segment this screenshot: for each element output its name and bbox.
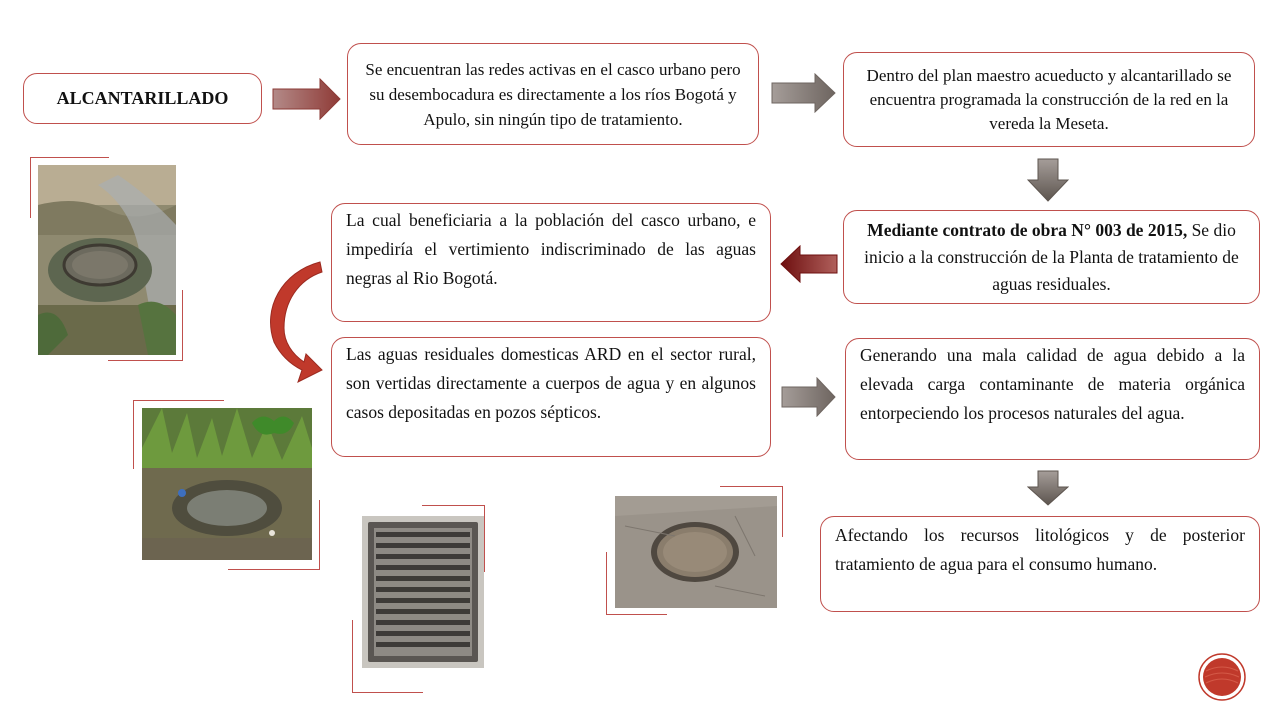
photo-frame-corner — [720, 486, 783, 537]
contrato-rest: Se dio inicio a la construcción de la Planta de tratamiento de aguas residuales. — [864, 219, 1239, 294]
title-label: ALCANTARILLADO — [56, 88, 229, 108]
calidad-text: Generando una mala calidad de agua debido a la elevada carga contaminante de materia orgánica entorpeciendo los procesos naturales del agua. — [860, 345, 1245, 423]
afectando-text: Afectando los recursos litológicos y de posterior tratamiento de agua para el consumo humano. — [835, 525, 1245, 574]
contrato-text — [858, 217, 1245, 298]
arrow-left-icon — [780, 245, 838, 283]
photo-frame-corner — [30, 157, 109, 218]
nav-button-icon[interactable] — [1198, 653, 1246, 701]
redes-text: Se encuentran las redes activas en el casco urbano pero su desembocadura es directamente a los ríos Bogotá y Apulo, sin ningún tipo de tratamiento. — [365, 59, 741, 129]
arrow-down-icon — [1027, 158, 1069, 202]
ard-text: Las aguas residuales domesticas ARD en el sector rural, son vertidas directamente a cuerpos de agua y en algunos casos depositadas en pozos sépticos. — [346, 344, 756, 422]
arrow-right-icon — [781, 377, 837, 417]
box-redes — [347, 43, 759, 145]
photo-frame-corner — [422, 505, 485, 572]
box-ard — [331, 337, 771, 457]
beneficiaria-text: La cual beneficiaria a la población del casco urbano, e impediría el vertimiento indiscriminado de las aguas negras al Rio Bogotá. — [346, 210, 756, 288]
box-beneficiaria — [331, 203, 771, 322]
box-calidad — [845, 338, 1260, 460]
curved-arrow-icon — [262, 258, 328, 386]
arrow-down-icon — [1027, 470, 1069, 506]
plan-text: Dentro del plan maestro acueducto y alcantarillado se encuentra programada la construcción de la red en la vereda la Meseta. — [866, 65, 1232, 133]
photo-frame-corner — [108, 290, 183, 361]
photo-frame-corner — [228, 500, 320, 570]
photo-frame-corner — [133, 400, 224, 469]
arrow-right-icon — [771, 73, 837, 113]
box-afectando — [820, 516, 1260, 612]
photo-frame-corner — [352, 620, 423, 693]
photo-frame-corner — [606, 552, 667, 615]
arrow-right-icon — [272, 78, 342, 120]
contrato-bold: Mediante contrato de obra N° 003 de 2015, — [867, 219, 1188, 240]
title-box — [23, 73, 262, 124]
box-plan — [843, 52, 1255, 147]
box-contrato — [843, 210, 1260, 304]
